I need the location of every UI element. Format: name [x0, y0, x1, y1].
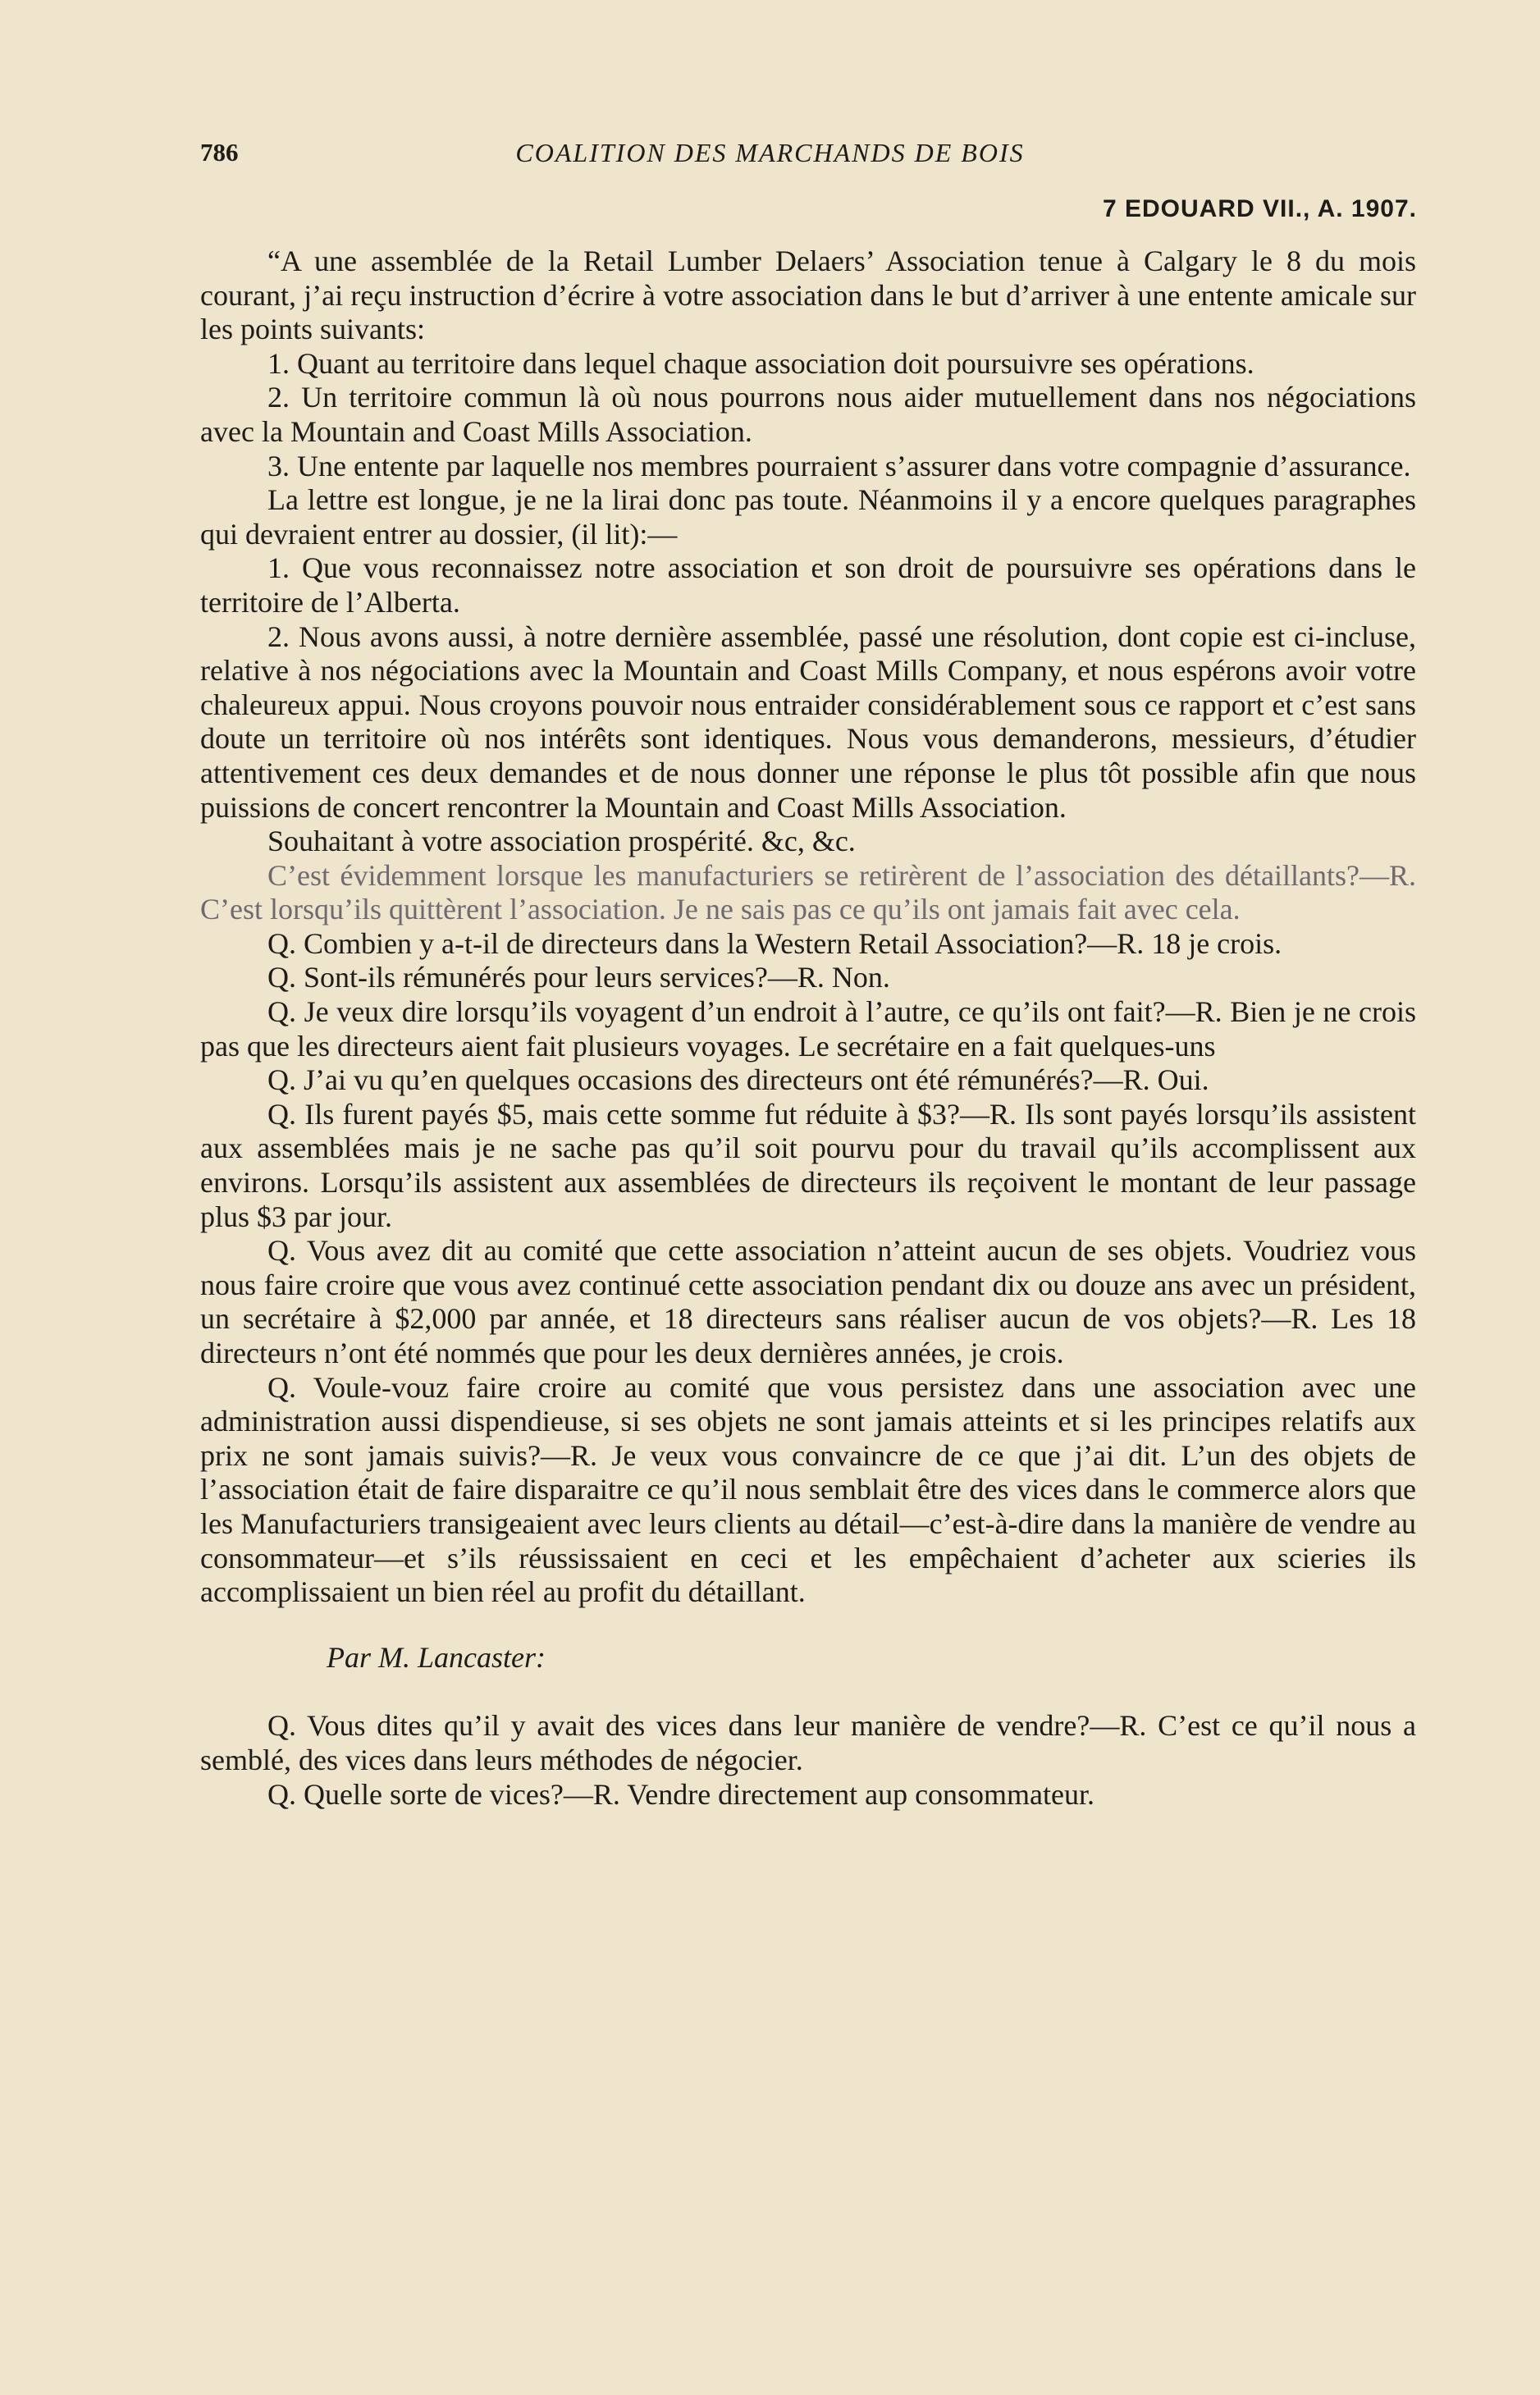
page-number: 786: [200, 138, 239, 167]
letter-point: 3. Une entente par laquelle nos membres pourraient s’assurer dans votre compagnie d’assurance.: [267, 449, 1411, 482]
question-answer: Q. Je veux dire lorsqu’ils voyagent d’un endroit à l’autre, ce qu’ils ont fait?—R. Bien je ne crois pas que les directeurs aient fait plusieurs voyages. Le secrétaire en a fait quelques-uns: [200, 995, 1416, 1063]
letter-paragraph: “A une assemblée de la Retail Lumber Delaers’ Association tenue à Calgary le 8 du mois courant, j’ai reçu instruction d’écrire à votre association dans le but d’arriver à une entente amicale sur les points suivants:: [200, 245, 1416, 346]
testimony-paragraph: La lettre est longue, je ne la lirai donc pas toute. Néanmoins il y a encore quelques paragraphes qui devraient entrer au dossier, (il lit):—: [200, 483, 1416, 551]
question-answer: Q. J’ai vu qu’en quelques occasions des directeurs ont été rémunérés?—R. Oui.: [267, 1063, 1209, 1097]
letter-closing: Souhaitant à votre association prospérité. &c, &c.: [267, 825, 856, 858]
running-title: COALITION DES MARCHANDS DE BOIS: [515, 138, 1025, 167]
letter-point: 1. Quant au territoire dans lequel chaque association doit poursuivre ses opérations.: [267, 346, 1254, 380]
question-answer: Q. Vous avez dit au comité que cette association n’atteint aucun de ses objets. Voudriez vous nous faire croire que vous avez continué cette association pendant dix ou douze ans avec un président, un secrétaire à $2,000 par année, et 18 directeurs sans réaliser aucun de vos objets?—R. Les 18 directeurs n’ont été nommés que pour les deux dernières années, je crois.: [200, 1234, 1416, 1369]
document-body: [200, 245, 1416, 1812]
session-reference: 7 EDOUARD VII., A. 1907.: [1102, 195, 1417, 222]
question-answer: Q. Quelle sorte de vices?—R. Vendre directement aup consommateur.: [267, 1777, 1095, 1811]
question-answer: Q. Combien y a-t-il de directeurs dans la Western Retail Association?—R. 18 je crois.: [267, 926, 1282, 960]
testimony-paragraph: C’est évidemment lorsque les manufacturiers se retirèrent de l’association des détaillants?—R. C’est lorsqu’ils quittèrent l’association. Je ne sais pas ce qu’ils ont jamais fait avec cela.: [200, 858, 1416, 926]
letter-point: 2. Nous avons aussi, à notre dernière assemblée, passé une résolution, dont copie est ci-incluse, relative à nos négociations avec la Mountain and Coast Mills Company, et nous espérons avoir votre chaleureux appui. Nous croyons pouvoir nous entraider considérablement sous ce rapport et c’est sans doute un territoire où nos intérêts sont identiques. Nous vous demanderons, messieurs, d’étudier attentivement ces deux demandes et de nous donner une réponse le plus tôt possible afin que nous puissions de concert rencontrer la Mountain and Coast Mills Association.: [200, 619, 1416, 824]
question-answer: Q. Vous dites qu’il y avait des vices dans leur manière de vendre?—R. C’est ce qu’il nous a semblé, des vices dans leurs méthodes de négocier.: [200, 1709, 1416, 1776]
question-answer: Q. Ils furent payés $5, mais cette somme fut réduite à $3?—R. Ils sont payés lorsqu’ils assistent aux assemblées mais je ne sache pas qu’il soit pourvu pour du travail qu’ils accomplissent aux environs. Lorsqu’ils assistent aux assemblées de directeurs ils reçoivent le montant de leur passage plus $3 par jour.: [200, 1097, 1416, 1233]
question-answer: Q. Voule-vouz faire croire au comité que vous persistez dans une association avec une administration aussi dispendieuse, si ses objets ne sont jamais atteints et si les principes relatifs aux prix ne sont jamais suivis?—R. Je veux vous convaincre de ce que j’ai dit. L’un des objets de l’association était de faire disparaitre ce qu’il nous semblait être des vices dans le commerce alors que les Manufacturiers transigeaient avec leurs clients au détail—c’est-à-dire dans la manière de vendre au consommateur—et s’ils réussissaient en ceci et les empêchaient d’acheter aux scieries ils accomplissaient un bien réel au profit du détaillant.: [200, 1370, 1416, 1609]
question-answer: Q. Sont-ils rémunérés pour leurs services?—R. Non.: [267, 961, 890, 994]
letter-point: 2. Un territoire commun là où nous pourrons nous aider mutuellement dans nos négociations avec la Mountain and Coast Mills Association.: [200, 381, 1416, 448]
examiner-heading: Par M. Lancaster:: [327, 1640, 546, 1674]
letter-point: 1. Que vous reconnaissez notre association et son droit de poursuivre ses opérations dans le territoire de l’Alberta.: [200, 551, 1416, 619]
